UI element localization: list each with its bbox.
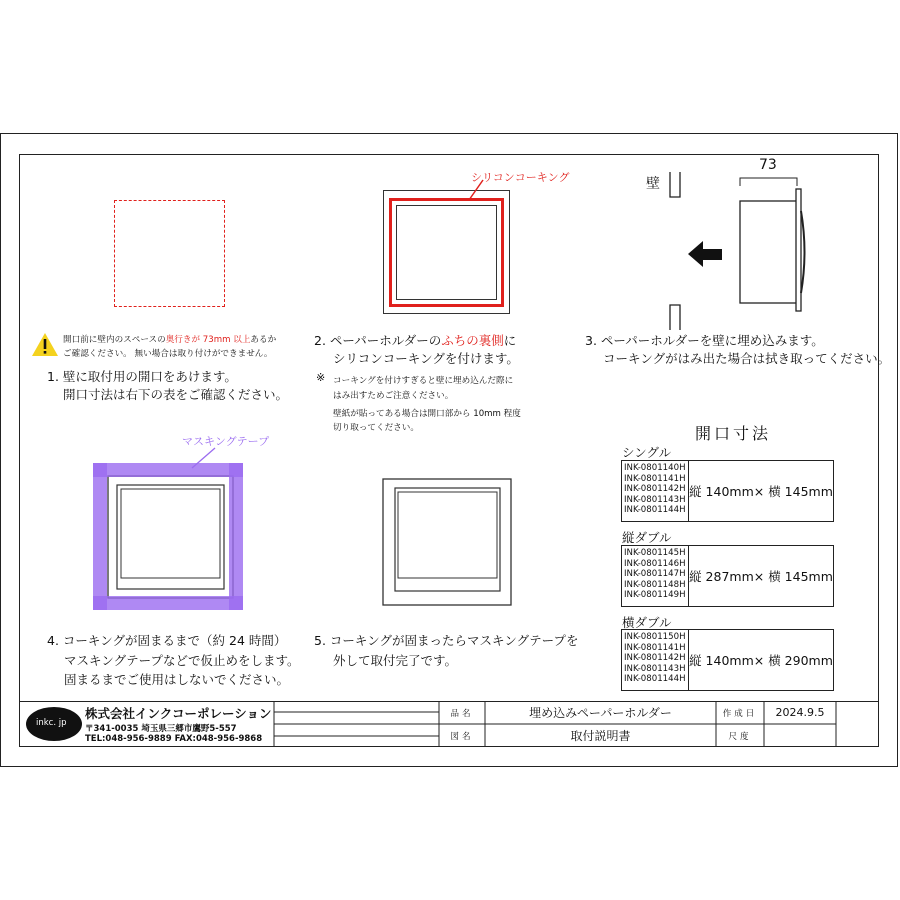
step1-line1: 1. 壁に取付用の開口をあけます。 (47, 369, 237, 384)
company-name: 株式会社インクコーポレーション (85, 706, 272, 721)
size-horizontal-double: 縦 140mm× 横 290mm (689, 653, 833, 668)
note-mark: ※ (316, 371, 326, 384)
product-header: 品名 (450, 708, 474, 719)
codes-horizontal-double: INK-0801150H INK-0801141H INK-0801142H INK-0801143H INK-0801144H (622, 630, 689, 690)
dims-row-single (621, 460, 834, 522)
dimensions-title: 開口寸法 (695, 424, 772, 443)
masking-tape-drawing (90, 460, 250, 615)
warning-icon (31, 332, 59, 357)
scale-value (764, 724, 836, 747)
group-label-vertical-double: 縦ダブル (622, 530, 672, 545)
step5-line1: 5. コーキングが固まったらマスキングテープを (314, 633, 579, 648)
step4-line2: マスキングテープなどで仮止めをします。 (64, 653, 300, 668)
scale-header: 尺度 (728, 731, 752, 742)
installed-holder-drawing (382, 478, 514, 608)
step2-note1: コーキングを付けすぎると壁に埋め込んだ際に (333, 376, 514, 386)
step3-line2: コーキングがはみ出た場合は拭き取ってください。 (603, 351, 891, 366)
drawing-name: 取付説明書 (570, 729, 631, 743)
step5-line2: 外して取付完了です。 (333, 653, 458, 668)
step2-line2: シリコンコーキングを付けます。 (333, 351, 519, 366)
codes-single: INK-0801140H INK-0801141H INK-0801142H INK-0801143H INK-0801144H (622, 461, 689, 521)
step1-line2: 開口寸法は右下の表をご確認ください。 (63, 387, 289, 402)
dims-row-horizontal-double (621, 629, 834, 691)
drawing-header: 図名 (450, 731, 474, 742)
product-name: 埋め込みペーパーホルダー (529, 706, 672, 720)
masking-tape-callout: マスキングテープ (182, 435, 270, 448)
step4-line3: 固まるまでご使用はしないでください。 (64, 672, 290, 687)
step2-note2: はみ出すためご注意ください。 (333, 391, 454, 401)
holder-inner (396, 205, 497, 300)
company-address: 〒341-0035 埼玉県三郷市鷹野5-557 (85, 724, 237, 734)
step2-note4: 切り取ってください。 (333, 423, 419, 433)
group-label-single: シングル (622, 445, 672, 460)
company-contact: TEL:048-956-9889 FAX:048-956-9868 (85, 734, 263, 744)
date-header: 作成日 (722, 708, 758, 719)
warning-text-2: ご確認ください。 無い場合は取り付けができません。 (63, 349, 273, 359)
group-label-horizontal-double: 横ダブル (622, 615, 672, 630)
caulking-callout: シリコンコーキング (471, 171, 570, 184)
step4-line1: 4. コーキングが固まるまで（約 24 時間） (47, 633, 287, 648)
step2-line1: 2. ペーパーホルダーのふちの裏側に (314, 333, 517, 348)
wall-label: 壁 (646, 176, 660, 192)
warning-text-1: 開口前に壁内のスペースの奥行きが 73mm 以上あるか (63, 335, 277, 345)
depth-label: 73 (759, 157, 777, 173)
dims-row-vertical-double (621, 545, 834, 607)
step2-note3: 壁紙が貼ってある場合は開口部から 10mm 程度 (333, 409, 521, 419)
wall-section-drawing (660, 155, 820, 340)
size-vertical-double: 縦 287mm× 横 145mm (689, 569, 833, 584)
opening-outline (114, 200, 225, 307)
codes-vertical-double: INK-0801145H INK-0801146H INK-0801147H INK-0801148H INK-0801149H (622, 546, 689, 606)
creation-date: 2024.9.5 (775, 706, 825, 719)
logo-text: inkc. jp (36, 718, 67, 728)
size-single: 縦 140mm× 横 145mm (689, 484, 833, 499)
step3-line1: 3. ペーパーホルダーを壁に埋め込みます。 (585, 333, 824, 348)
